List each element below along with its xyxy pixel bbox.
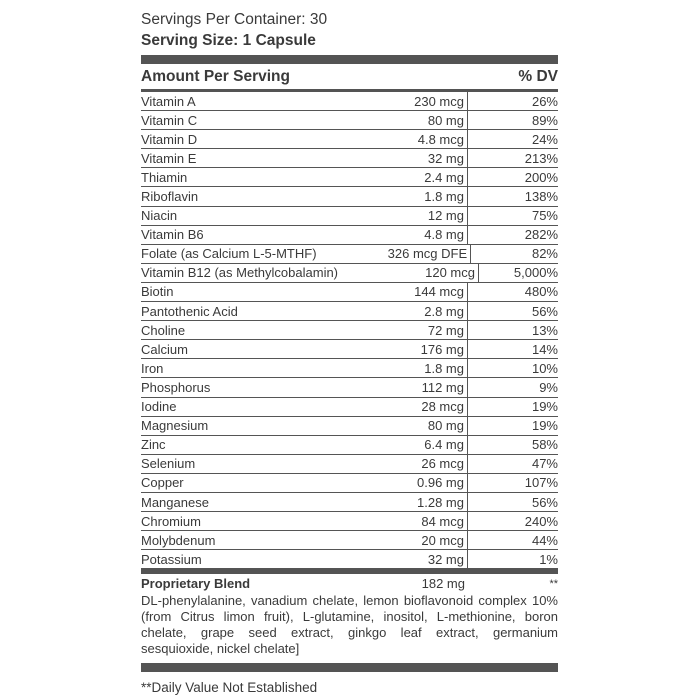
nutrient-dv: 24% xyxy=(531,131,558,147)
nutrient-dv: 56% xyxy=(531,494,558,510)
nutrient-dv: 19% xyxy=(531,418,558,434)
nutrient-name: Vitamin B12 (as Methylcobalamin) xyxy=(141,265,339,281)
blend-amount: 182 mg xyxy=(421,576,465,592)
nutrient-dv: 56% xyxy=(531,303,558,319)
table-row xyxy=(141,187,558,206)
nutrient-name: Potassium xyxy=(141,551,202,567)
nutrient-name: Iron xyxy=(141,360,164,376)
nutrient-dv: 89% xyxy=(531,112,558,128)
nutrient-name: Magnesium xyxy=(141,418,209,434)
blend-name: Proprietary Blend xyxy=(141,576,251,592)
nutrient-amount: 230 mcg xyxy=(308,92,468,110)
amount-per-serving-label: Amount Per Serving xyxy=(141,67,290,85)
nutrient-name: Manganese xyxy=(141,494,209,510)
nutrient-amount: 20 mcg xyxy=(308,531,468,549)
nutrient-name: Iodine xyxy=(141,399,177,415)
nutrient-amount: 84 mcg xyxy=(308,512,468,530)
nutrient-amount: 2.4 mg xyxy=(308,168,468,186)
table-row xyxy=(141,92,558,111)
nutrient-amount: 80 mg xyxy=(308,111,468,129)
nutrient-name: Vitamin E xyxy=(141,150,197,166)
nutrient-dv: 75% xyxy=(531,208,558,224)
nutrient-name: Biotin xyxy=(141,284,174,300)
nutrient-amount: 2.8 mg xyxy=(308,302,468,320)
nutrient-amount: 0.96 mg xyxy=(308,474,468,492)
table-row xyxy=(141,245,558,264)
nutrient-dv: 107% xyxy=(524,475,558,491)
nutrient-dv: 58% xyxy=(531,437,558,453)
table-header xyxy=(141,64,558,92)
nutrient-dv: 9% xyxy=(539,379,558,395)
supplement-facts-panel xyxy=(141,10,558,697)
table-row xyxy=(141,436,558,455)
nutrient-name: Choline xyxy=(141,322,186,338)
nutrient-dv: 282% xyxy=(524,227,558,243)
nutrient-dv: 213% xyxy=(524,150,558,166)
table-row xyxy=(141,378,558,397)
nutrient-name: Molybdenum xyxy=(141,532,216,548)
nutrient-name: Selenium xyxy=(141,456,196,472)
nutrient-dv: 240% xyxy=(524,513,558,529)
nutrient-amount: 32 mg xyxy=(308,149,468,167)
table-row xyxy=(141,149,558,168)
nutrient-amount: 176 mg xyxy=(308,340,468,358)
nutrient-amount: 72 mg xyxy=(308,321,468,339)
nutrient-amount: 12 mg xyxy=(308,207,468,225)
table-row xyxy=(141,474,558,493)
table-row xyxy=(141,417,558,436)
table-row xyxy=(141,321,558,340)
blend-dv: ** xyxy=(549,577,558,590)
table-row xyxy=(141,455,558,474)
bottom-divider-bar xyxy=(141,663,558,672)
nutrient-dv: 5,000% xyxy=(513,265,558,281)
table-row xyxy=(141,531,558,550)
nutrient-table xyxy=(141,92,558,569)
nutrient-amount: 4.8 mg xyxy=(308,226,468,244)
table-row xyxy=(141,283,558,302)
nutrient-name: Calcium xyxy=(141,341,188,357)
table-row xyxy=(141,398,558,417)
nutrient-dv: 10% xyxy=(531,360,558,376)
nutrient-name: Riboflavin xyxy=(141,189,199,205)
proprietary-blend-row xyxy=(141,574,558,593)
nutrient-name: Niacin xyxy=(141,208,178,224)
nutrient-amount: 26 mcg xyxy=(308,455,468,473)
nutrient-name: Zinc xyxy=(141,437,166,453)
nutrient-dv: 19% xyxy=(531,399,558,415)
nutrient-dv: 44% xyxy=(531,532,558,548)
nutrient-name: Chromium xyxy=(141,513,201,529)
nutrient-dv: 14% xyxy=(531,341,558,357)
table-row xyxy=(141,226,558,245)
footnote: **Daily Value Not Established xyxy=(141,680,318,696)
nutrient-dv: 138% xyxy=(524,189,558,205)
nutrient-amount: 80 mg xyxy=(308,417,468,435)
nutrient-amount: 112 mg xyxy=(308,378,468,396)
table-row xyxy=(141,493,558,512)
nutrient-name: Copper xyxy=(141,475,184,491)
nutrient-dv: 13% xyxy=(531,322,558,338)
dv-label: % DV xyxy=(518,67,558,85)
table-row xyxy=(141,207,558,226)
table-row xyxy=(141,340,558,359)
nutrient-dv: 1% xyxy=(539,551,558,567)
nutrient-amount: 144 mcg xyxy=(308,283,468,301)
nutrient-dv: 26% xyxy=(531,93,558,109)
nutrient-name: Vitamin B6 xyxy=(141,227,204,243)
nutrient-name: Phosphorus xyxy=(141,379,211,395)
table-row xyxy=(141,359,558,378)
table-row xyxy=(141,264,558,283)
nutrient-dv: 82% xyxy=(531,246,558,262)
nutrient-dv: 480% xyxy=(524,284,558,300)
table-row xyxy=(141,168,558,187)
table-row xyxy=(141,111,558,130)
nutrient-name: Vitamin D xyxy=(141,131,198,147)
table-row xyxy=(141,302,558,321)
table-row xyxy=(141,130,558,149)
nutrient-name: Vitamin C xyxy=(141,112,198,128)
nutrient-amount: 326 mcg DFE xyxy=(317,245,472,263)
nutrient-amount: 1.8 mg xyxy=(308,187,468,205)
nutrient-amount: 32 mg xyxy=(308,550,468,568)
nutrient-name: Thiamin xyxy=(141,169,188,185)
nutrient-name: Pantothenic Acid xyxy=(141,303,238,319)
table-row xyxy=(141,550,558,569)
serving-size: Serving Size: 1 Capsule xyxy=(141,32,316,49)
nutrient-amount: 6.4 mg xyxy=(308,436,468,454)
servings-per-container: Servings Per Container: 30 xyxy=(141,11,328,28)
nutrient-amount: 4.8 mcg xyxy=(308,130,468,148)
nutrient-amount: 120 mcg xyxy=(338,264,479,282)
nutrient-dv: 200% xyxy=(524,169,558,185)
nutrient-dv: 47% xyxy=(531,456,558,472)
nutrient-amount: 28 mcg xyxy=(308,398,468,416)
blend-ingredients: DL-phenylalanine, vanadium chelate, lemon bioflavonoid complex 10% (from Citrus limon fruit), L-glutamine, inositol, L-methionine, boron chelate, grape seed extract, ginkgo leaf extract, germanium sesquioxide, nickel chelate] xyxy=(141,593,558,657)
nutrient-name: Vitamin A xyxy=(141,93,196,109)
nutrient-amount: 1.28 mg xyxy=(308,493,468,511)
nutrient-amount: 1.8 mg xyxy=(308,359,468,377)
nutrient-name: Folate (as Calcium L-5-MTHF) xyxy=(141,246,317,262)
table-row xyxy=(141,512,558,531)
top-divider-bar xyxy=(141,55,558,64)
